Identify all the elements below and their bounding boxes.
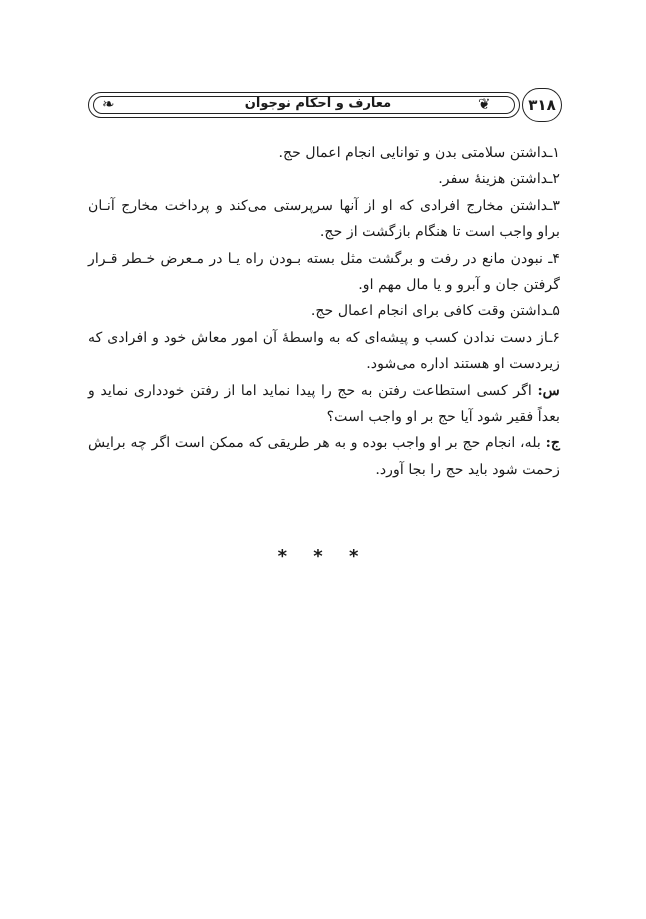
right-ornament-icon: ❦ (478, 95, 491, 113)
condition-item-1: ۱ـداشتن سلامتی بدن و توانایی انجام اعمال حج. (278, 145, 560, 161)
question-paragraph (88, 378, 560, 431)
running-header (88, 88, 560, 124)
condition-item-2: ۲ـداشتن هزینهٔ سفر. (438, 171, 560, 188)
answer-paragraph (88, 430, 560, 483)
condition-item-3: ۳ـداشتن مخارج افرادی که او از آنها سرپرستی می‌کند و پرداخت مخارج آنـان براو واجب است تا هنگام بازگشت از حج. (88, 197, 560, 241)
book-title: معارف و احکام نوجوان (244, 96, 392, 111)
left-ornament-icon: ❧ (102, 95, 115, 113)
condition-item-5: ۵ـداشتن وقت کافی برای انجام اعمال حج. (310, 303, 560, 320)
section-separator: * * * (277, 546, 369, 567)
question-text: اگر کسی استطاعت رفتن به حج را پیدا نماید اما از رفتن خودداری نماید و بعداً فقیر شود آیا حج بر او واجب است؟ (88, 382, 560, 426)
condition-item-6: ۶ـاز دست ندادن کسب و پیشه‌ای که به واسطهٔ آن امور معاش خود و افرادی که زیردست او هستند اداره می‌شود. (88, 329, 560, 373)
condition-item-4: ۴ـ نبودن مانع در رفت و برگشت مثل بسته بـودن راه یـا در مـعرض خـطر قـرار گرفتن جان و آبرو و یا مال مهم او. (88, 250, 560, 294)
question-label: س: (537, 382, 560, 399)
answer-label: ج: (545, 435, 560, 452)
page-body (88, 140, 560, 483)
page-number: ۳۱۸ (522, 88, 562, 122)
answer-text: بله، انجام حج بر او واجب بوده و به هر طریقی که ممکن است اگر چه برایش زحمت شود باید حج را بجا آورد. (88, 435, 560, 478)
